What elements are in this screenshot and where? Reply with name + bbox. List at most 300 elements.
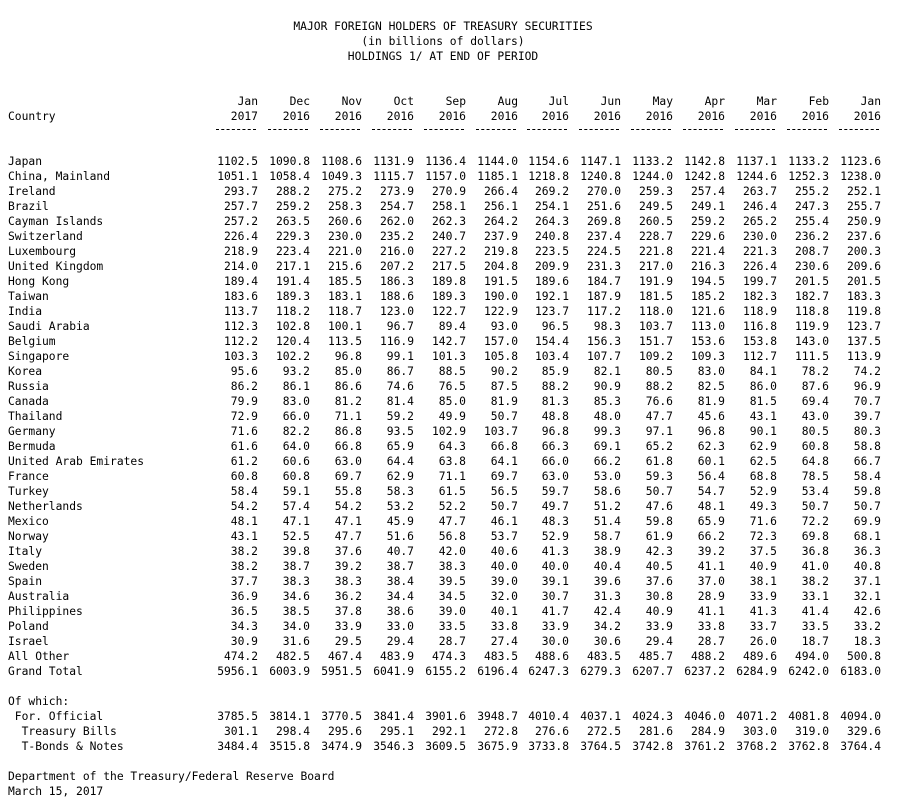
holding-value: 184.7 [586, 275, 621, 288]
holding-value: 38.2 [230, 545, 258, 558]
holding-value: 86.0 [749, 380, 777, 393]
holding-value: 33.2 [853, 620, 881, 633]
column-header-month: Jul [548, 95, 569, 108]
holding-value: 262.0 [379, 215, 414, 228]
of-which-row-label: T-Bonds & Notes [8, 740, 124, 753]
holding-value: 53.4 [801, 485, 829, 498]
holding-value: 88.2 [541, 380, 569, 393]
holding-value: 249.5 [638, 200, 673, 213]
holding-value: 6284.9 [736, 665, 777, 678]
holding-value: 6237.2 [684, 665, 725, 678]
holding-value: 189.3 [275, 290, 310, 303]
of-which-value: 298.4 [275, 725, 310, 738]
holding-value: 59.8 [853, 485, 881, 498]
holding-value: 249.1 [690, 200, 725, 213]
holding-value: 50.7 [490, 410, 518, 423]
holding-value: 217.1 [275, 260, 310, 273]
holding-value: 53.0 [593, 470, 621, 483]
holding-value: 56.4 [697, 470, 725, 483]
holding-value: 255.7 [846, 200, 881, 213]
holding-value: 103.4 [534, 350, 569, 363]
holding-value: 96.9 [853, 380, 881, 393]
of-which-value: 3814.1 [269, 710, 310, 723]
holding-value: 39.0 [490, 575, 518, 588]
holding-value: 76.6 [645, 395, 673, 408]
holding-value: 1144.0 [477, 155, 518, 168]
holding-value: 38.3 [334, 575, 362, 588]
column-header-year: 2016 [490, 110, 518, 123]
holding-value: 474.3 [431, 650, 466, 663]
holding-value: 69.1 [593, 440, 621, 453]
holding-value: 40.8 [853, 560, 881, 573]
holding-value: 112.7 [742, 350, 777, 363]
of-which-value: 3764.5 [580, 740, 621, 753]
holding-value: 221.8 [638, 245, 673, 258]
column-header-year: 2016 [386, 110, 414, 123]
holding-value: 288.2 [275, 185, 310, 198]
holding-value: 39.7 [853, 410, 881, 423]
holding-value: 38.9 [593, 545, 621, 558]
holding-value: 251.6 [586, 200, 621, 213]
holding-value: 65.9 [386, 440, 414, 453]
holding-value: 40.9 [645, 605, 673, 618]
holding-value: 103.7 [483, 425, 518, 438]
country-column-header: Country [8, 110, 56, 123]
holding-value: 6183.0 [840, 665, 881, 678]
holding-value: 221.0 [327, 245, 362, 258]
column-header-rule [787, 129, 827, 130]
country-name: Ireland [8, 185, 56, 198]
holding-value: 254.7 [379, 200, 414, 213]
holding-value: 41.1 [697, 560, 725, 573]
holding-value: 28.7 [438, 635, 466, 648]
holding-value: 156.3 [586, 335, 621, 348]
holding-value: 64.1 [490, 455, 518, 468]
holding-value: 93.0 [490, 320, 518, 333]
holding-value: 39.0 [438, 605, 466, 618]
holding-value: 1051.1 [217, 170, 258, 183]
column-header-rule [320, 129, 360, 130]
holding-value: 189.8 [431, 275, 466, 288]
of-which-value: 3609.5 [425, 740, 466, 753]
holding-value: 118.2 [275, 305, 310, 318]
holding-value: 58.7 [593, 530, 621, 543]
holding-value: 103.3 [223, 350, 258, 363]
holding-value: 153.8 [742, 335, 777, 348]
holding-value: 89.4 [438, 320, 466, 333]
holding-value: 257.4 [690, 185, 725, 198]
holding-value: 1244.6 [736, 170, 777, 183]
holding-value: 112.3 [223, 320, 258, 333]
holding-value: 45.9 [386, 515, 414, 528]
holding-value: 61.8 [645, 455, 673, 468]
of-which-value: 3742.8 [632, 740, 673, 753]
holding-value: 34.2 [593, 620, 621, 633]
holding-value: 48.3 [541, 515, 569, 528]
holding-value: 36.9 [230, 590, 258, 603]
holding-value: 69.9 [853, 515, 881, 528]
holding-value: 151.7 [638, 335, 673, 348]
holding-value: 79.9 [230, 395, 258, 408]
holding-value: 122.7 [431, 305, 466, 318]
holding-value: 48.1 [697, 500, 725, 513]
of-which-value: 3770.5 [321, 710, 362, 723]
holding-value: 263.5 [275, 215, 310, 228]
holding-value: 30.9 [230, 635, 258, 648]
holding-value: 42.3 [645, 545, 673, 558]
country-name: Netherlands [8, 500, 83, 513]
holding-value: 31.6 [282, 635, 310, 648]
column-header-year: 2016 [282, 110, 310, 123]
column-header-year: 2016 [853, 110, 881, 123]
holding-value: 33.5 [801, 620, 829, 633]
column-header-month: Nov [341, 95, 362, 108]
column-header-rule [631, 129, 671, 130]
holding-value: 54.2 [334, 500, 362, 513]
holding-value: 58.8 [853, 440, 881, 453]
holding-value: 50.7 [645, 485, 673, 498]
holding-value: 59.8 [645, 515, 673, 528]
holding-value: 192.1 [534, 290, 569, 303]
country-name: All Other [8, 650, 70, 663]
holding-value: 5951.5 [321, 665, 362, 678]
holding-value: 40.0 [490, 560, 518, 573]
country-name: Germany [8, 425, 56, 438]
holding-value: 209.9 [534, 260, 569, 273]
holding-value: 189.6 [534, 275, 569, 288]
holding-value: 118.0 [638, 305, 673, 318]
holding-value: 34.3 [230, 620, 258, 633]
holding-value: 217.5 [431, 260, 466, 273]
of-which-value: 4081.8 [788, 710, 829, 723]
country-name: Korea [8, 365, 43, 378]
holding-value: 71.1 [438, 470, 466, 483]
holding-value: 182.7 [794, 290, 829, 303]
holding-value: 86.2 [230, 380, 258, 393]
holding-value: 66.8 [490, 440, 518, 453]
holding-value: 36.3 [853, 545, 881, 558]
country-name: United Arab Emirates [8, 455, 145, 468]
country-name: Thailand [8, 410, 63, 423]
holding-value: 187.9 [586, 290, 621, 303]
holding-value: 1238.0 [840, 170, 881, 183]
column-header-rule [216, 129, 256, 130]
holding-value: 69.7 [490, 470, 518, 483]
holding-value: 66.3 [541, 440, 569, 453]
holding-value: 485.7 [638, 650, 673, 663]
holding-value: 219.8 [483, 245, 518, 258]
holding-value: 262.3 [431, 215, 466, 228]
column-header-year: 2016 [697, 110, 725, 123]
holding-value: 221.4 [690, 245, 725, 258]
column-header-month: Aug [497, 95, 518, 108]
holding-value: 95.6 [230, 365, 258, 378]
holding-value: 217.0 [638, 260, 673, 273]
holding-value: 6207.7 [632, 665, 673, 678]
country-name: India [8, 305, 43, 318]
holding-value: 30.7 [541, 590, 569, 603]
holding-value: 191.4 [275, 275, 310, 288]
holding-value: 52.5 [282, 530, 310, 543]
holding-value: 113.9 [846, 350, 881, 363]
of-which-value: 4094.0 [840, 710, 881, 723]
holding-value: 236.2 [794, 230, 829, 243]
release-date: March 15, 2017 [8, 785, 104, 798]
holding-value: 6041.9 [373, 665, 414, 678]
holding-value: 45.6 [697, 410, 725, 423]
holding-value: 269.8 [586, 215, 621, 228]
holding-value: 494.0 [794, 650, 829, 663]
holding-value: 1244.0 [632, 170, 673, 183]
holding-value: 59.2 [386, 410, 414, 423]
holding-value: 70.7 [853, 395, 881, 408]
holding-value: 69.4 [801, 395, 829, 408]
holding-value: 58.4 [230, 485, 258, 498]
of-which-value: 319.0 [794, 725, 829, 738]
holding-value: 269.2 [534, 185, 569, 198]
holding-value: 43.1 [749, 410, 777, 423]
holding-value: 119.9 [794, 320, 829, 333]
holding-value: 154.4 [534, 335, 569, 348]
holding-value: 123.7 [846, 320, 881, 333]
holding-value: 37.1 [853, 575, 881, 588]
holding-value: 71.6 [230, 425, 258, 438]
holding-value: 221.3 [742, 245, 777, 258]
holding-value: 39.8 [282, 545, 310, 558]
holding-value: 51.4 [593, 515, 621, 528]
holding-value: 48.0 [593, 410, 621, 423]
holding-value: 37.7 [230, 575, 258, 588]
column-header-month: Mar [756, 95, 777, 108]
column-header-month: Jan [237, 95, 258, 108]
of-which-value: 281.6 [638, 725, 673, 738]
holding-value: 57.4 [282, 500, 310, 513]
holding-value: 258.1 [431, 200, 466, 213]
holding-value: 40.5 [645, 560, 673, 573]
holding-value: 102.8 [275, 320, 310, 333]
column-header-month: Jan [860, 95, 881, 108]
country-name: Brazil [8, 200, 49, 213]
holding-value: 62.5 [749, 455, 777, 468]
holding-value: 6196.4 [477, 665, 518, 678]
holding-value: 33.5 [438, 620, 466, 633]
holding-value: 6155.2 [425, 665, 466, 678]
holding-value: 1131.9 [373, 155, 414, 168]
holding-value: 85.0 [334, 365, 362, 378]
holding-value: 153.6 [690, 335, 725, 348]
holding-value: 293.7 [223, 185, 258, 198]
holding-value: 103.7 [638, 320, 673, 333]
holding-value: 39.5 [438, 575, 466, 588]
of-which-value: 3841.4 [373, 710, 414, 723]
holding-value: 28.9 [697, 590, 725, 603]
holding-value: 81.9 [490, 395, 518, 408]
holding-value: 42.0 [438, 545, 466, 558]
holding-value: 209.6 [846, 260, 881, 273]
of-which-value: 276.6 [534, 725, 569, 738]
holding-value: 38.5 [282, 605, 310, 618]
holding-value: 1133.2 [632, 155, 673, 168]
of-which-value: 3762.8 [788, 740, 829, 753]
holding-value: 36.5 [230, 605, 258, 618]
column-header-month: Apr [704, 95, 725, 108]
holding-value: 85.0 [438, 395, 466, 408]
of-which-label: Of which: [8, 695, 70, 708]
holding-value: 66.2 [593, 455, 621, 468]
holding-value: 61.2 [230, 455, 258, 468]
holding-value: 1137.1 [736, 155, 777, 168]
holding-value: 56.8 [438, 530, 466, 543]
holding-value: 227.2 [431, 245, 466, 258]
holding-value: 53.2 [386, 500, 414, 513]
holding-value: 6247.3 [528, 665, 569, 678]
holding-value: 256.1 [483, 200, 518, 213]
country-name: Sweden [8, 560, 49, 573]
holding-value: 230.0 [742, 230, 777, 243]
holding-value: 62.9 [386, 470, 414, 483]
holding-value: 83.0 [697, 365, 725, 378]
country-name: Saudi Arabia [8, 320, 90, 333]
holding-value: 33.9 [749, 590, 777, 603]
holding-value: 1252.3 [788, 170, 829, 183]
holding-value: 49.7 [541, 500, 569, 513]
holding-value: 200.3 [846, 245, 881, 258]
holding-value: 40.0 [541, 560, 569, 573]
holding-value: 41.0 [801, 560, 829, 573]
holding-value: 258.3 [327, 200, 362, 213]
country-name: Luxembourg [8, 245, 77, 258]
holding-value: 71.6 [749, 515, 777, 528]
report-title-line: MAJOR FOREIGN HOLDERS OF TREASURY SECURITIES [293, 20, 593, 33]
holding-value: 122.9 [483, 305, 518, 318]
holding-value: 84.1 [749, 365, 777, 378]
country-name: France [8, 470, 49, 483]
of-which-row-label: For. Official [8, 710, 104, 723]
of-which-value: 3675.9 [477, 740, 518, 753]
holding-value: 194.5 [690, 275, 725, 288]
holding-value: 183.3 [846, 290, 881, 303]
holding-value: 81.9 [697, 395, 725, 408]
country-name: Philippines [8, 605, 83, 618]
holding-value: 64.8 [801, 455, 829, 468]
of-which-value: 4046.0 [684, 710, 725, 723]
holding-value: 58.3 [386, 485, 414, 498]
holding-value: 223.5 [534, 245, 569, 258]
holding-value: 97.1 [645, 425, 673, 438]
column-header-rule [839, 129, 879, 130]
holding-value: 102.2 [275, 350, 310, 363]
country-name: Bermuda [8, 440, 56, 453]
holding-value: 38.7 [386, 560, 414, 573]
of-which-value: 295.6 [327, 725, 362, 738]
holding-value: 105.8 [483, 350, 518, 363]
holding-value: 117.2 [586, 305, 621, 318]
holding-value: 47.1 [282, 515, 310, 528]
holding-value: 66.2 [697, 530, 725, 543]
holding-value: 142.7 [431, 335, 466, 348]
country-name: Poland [8, 620, 49, 633]
holding-value: 80.5 [801, 425, 829, 438]
holding-value: 82.2 [282, 425, 310, 438]
holding-value: 37.5 [749, 545, 777, 558]
holding-value: 226.4 [223, 230, 258, 243]
holding-value: 85.3 [593, 395, 621, 408]
holding-value: 37.6 [645, 575, 673, 588]
holding-value: 275.2 [327, 185, 362, 198]
holding-value: 201.5 [794, 275, 829, 288]
holding-value: 86.8 [334, 425, 362, 438]
column-header-month: Jun [600, 95, 621, 108]
holding-value: 99.3 [593, 425, 621, 438]
holding-value: 63.0 [541, 470, 569, 483]
country-name: Mexico [8, 515, 49, 528]
holding-value: 33.0 [386, 620, 414, 633]
holding-value: 99.1 [386, 350, 414, 363]
holding-value: 52.9 [749, 485, 777, 498]
holding-value: 85.9 [541, 365, 569, 378]
holding-value: 33.7 [749, 620, 777, 633]
holding-value: 39.1 [541, 575, 569, 588]
of-which-value: 3768.2 [736, 740, 777, 753]
holding-value: 32.1 [853, 590, 881, 603]
holding-value: 223.4 [275, 245, 310, 258]
holding-value: 229.6 [690, 230, 725, 243]
holding-value: 113.5 [327, 335, 362, 348]
holding-value: 76.5 [438, 380, 466, 393]
of-which-value: 295.1 [379, 725, 414, 738]
holding-value: 38.2 [230, 560, 258, 573]
column-header-rule [683, 129, 723, 130]
holding-value: 37.0 [697, 575, 725, 588]
holding-value: 93.2 [282, 365, 310, 378]
holding-value: 71.1 [334, 410, 362, 423]
holding-value: 42.6 [853, 605, 881, 618]
holding-value: 72.9 [230, 410, 258, 423]
of-which-value: 284.9 [690, 725, 725, 738]
holding-value: 96.8 [541, 425, 569, 438]
holding-value: 189.3 [431, 290, 466, 303]
holding-value: 88.2 [645, 380, 673, 393]
holding-value: 43.0 [801, 410, 829, 423]
holding-value: 109.2 [638, 350, 673, 363]
holding-value: 113.0 [690, 320, 725, 333]
holding-value: 60.8 [801, 440, 829, 453]
holding-value: 64.0 [282, 440, 310, 453]
country-name: Spain [8, 575, 43, 588]
holding-value: 113.7 [223, 305, 258, 318]
holding-value: 66.0 [541, 455, 569, 468]
holding-value: 38.3 [282, 575, 310, 588]
country-name: Australia [8, 590, 70, 603]
holding-value: 1218.8 [528, 170, 569, 183]
of-which-value: 3761.2 [684, 740, 725, 753]
holding-value: 183.1 [327, 290, 362, 303]
holding-value: 39.2 [697, 545, 725, 558]
holding-value: 33.8 [697, 620, 725, 633]
holding-value: 218.9 [223, 245, 258, 258]
holding-value: 483.9 [379, 650, 414, 663]
holding-value: 33.8 [490, 620, 518, 633]
holding-value: 229.3 [275, 230, 310, 243]
holding-value: 38.3 [438, 560, 466, 573]
column-header-month: Sep [445, 95, 466, 108]
country-name: Belgium [8, 335, 56, 348]
holding-value: 48.1 [230, 515, 258, 528]
holding-value: 96.5 [541, 320, 569, 333]
holding-value: 43.1 [230, 530, 258, 543]
column-header-month: Oct [393, 95, 414, 108]
holding-value: 260.6 [327, 215, 362, 228]
